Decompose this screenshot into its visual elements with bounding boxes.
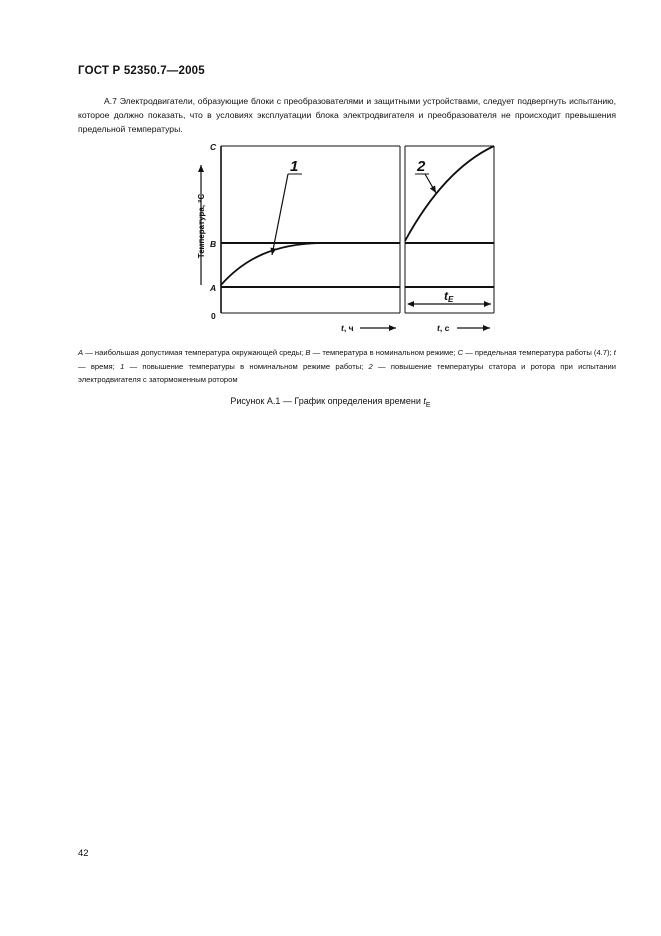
level-b-label: B: [210, 239, 217, 249]
level-c-label: C: [210, 142, 217, 152]
temperature-time-figure: [0, 0, 661, 345]
x-label-seconds: t, с: [437, 323, 450, 333]
curve-1-label: 1: [290, 158, 299, 175]
curve-2-label: 2: [417, 158, 426, 175]
origin-label: 0: [211, 311, 216, 321]
x-label-hours: t, ч: [341, 323, 354, 333]
figure-legend: A — наибольшая допустимая температура окружающей среды; B — температура в номинальном режиме; C — предельная температура работы (4.7); t — время; 1 — повышение температуры в номинальном режиме работы; 2 — повышение температуры статора и ротора при испытании электродвигателя с заторможенным ротором: [78, 348, 616, 385]
paragraph-number: А.7: [104, 96, 117, 106]
curve-1: [221, 243, 320, 285]
leader-2: [425, 174, 436, 193]
y-axis-label: Температура, °C: [197, 193, 206, 259]
paragraph-text: Электродвигатели, образующие блоки с преобразователями и защитными устройствами, следует подвергнуть испытанию, которое должно показать, что в условиях эксплуатации блока электродвигателя и преобразователя не происходит превышения предельной температуры.: [78, 96, 616, 135]
figure-caption: Рисунок А.1 — График определения времени $t_E$: [230, 396, 431, 409]
level-a-label: A: [210, 283, 217, 293]
standard-code: ГОСТ Р 52350.7—2005: [78, 65, 205, 77]
page-number: 42: [78, 848, 89, 859]
te-label: tE: [444, 289, 454, 304]
